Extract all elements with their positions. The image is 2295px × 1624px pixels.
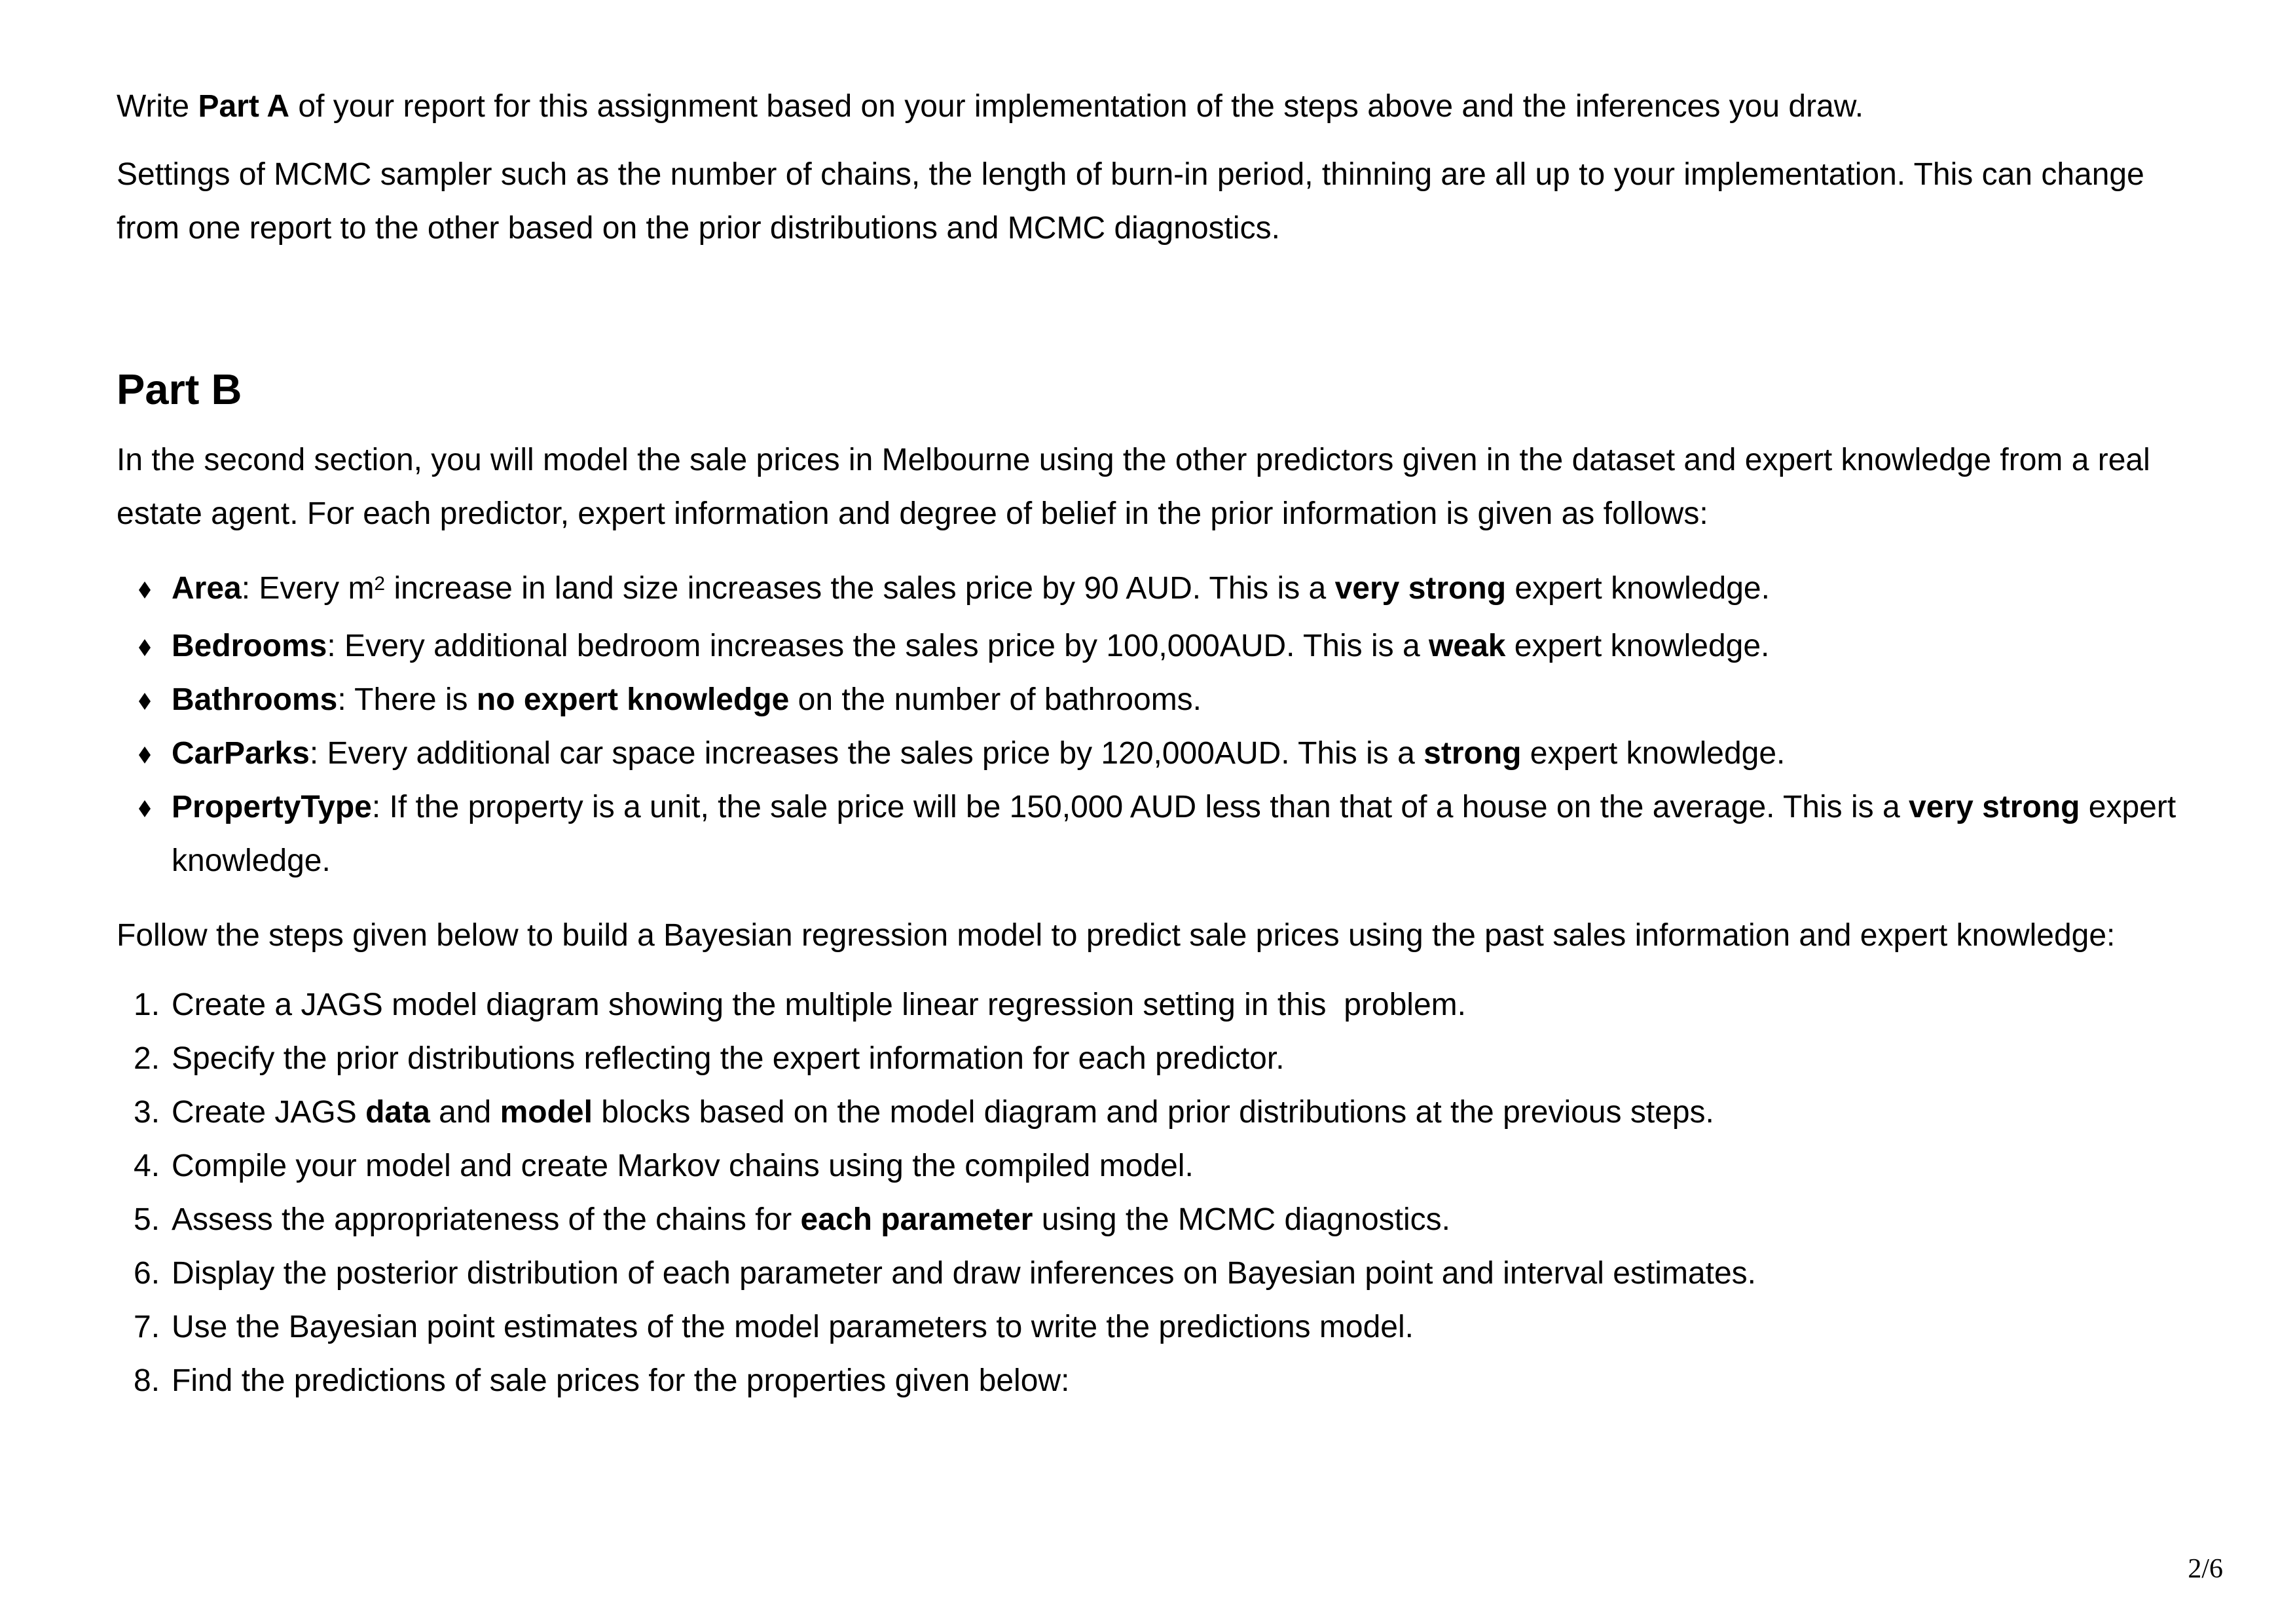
bullet-diamond-icon bbox=[139, 747, 151, 764]
step-number: 6. bbox=[134, 1256, 160, 1291]
bullet-diamond-icon bbox=[139, 693, 151, 710]
step-item-7 bbox=[117, 1301, 2187, 1354]
step-item-8 bbox=[117, 1354, 2187, 1408]
step-item-3 bbox=[117, 1086, 2187, 1139]
steps-list bbox=[117, 978, 2187, 1408]
paragraph-partb-intro: In the second section, you will model the sale prices in Melbourne using the other predictors given in the dataset and expert knowledge from a real estate agent. For each predictor, expert information and degree of belief in the prior information is given as follows: bbox=[117, 443, 2159, 531]
step-item-6 bbox=[117, 1247, 2187, 1301]
bullet-item-bedrooms bbox=[117, 619, 2187, 673]
bullet-item-bathrooms bbox=[117, 673, 2187, 727]
step-item-5 bbox=[117, 1193, 2187, 1247]
bullet-item-area bbox=[117, 562, 2187, 619]
paragraph-follow-steps: Follow the steps given below to build a Bayesian regression model to predict sale prices using the past sales information and expert knowledge: bbox=[117, 918, 2116, 953]
step-number: 4. bbox=[134, 1149, 160, 1183]
bullet-marker bbox=[117, 562, 172, 619]
step-number: 5. bbox=[134, 1202, 160, 1237]
bullet-diamond-icon bbox=[139, 800, 151, 817]
step-number: 3. bbox=[134, 1095, 160, 1130]
bullet-text: CarParks: Every additional car space increases the sales price by 120,000AUD. This is a strong expert knowledge. bbox=[172, 736, 1786, 771]
paragraph-intro-1: Write Part A of your report for this assignment based on your implementation of the steps above and the inferences you draw. bbox=[117, 89, 1864, 124]
step-text: Create a JAGS model diagram showing the multiple linear regression setting in this problem. bbox=[172, 987, 1466, 1022]
step-item-4 bbox=[117, 1139, 2187, 1193]
step-item-1 bbox=[117, 978, 2187, 1032]
step-text: Find the predictions of sale prices for the properties given below: bbox=[172, 1363, 1070, 1398]
step-text: Specify the prior distributions reflecting the expert information for each predictor. bbox=[172, 1041, 1285, 1076]
paragraph-intro-2: Settings of MCMC sampler such as the number of chains, the length of burn-in period, thinning are all up to your implementation. This can change from one report to the other based on the prior distributions and MCMC diagnostics. bbox=[117, 157, 2154, 246]
bullet-marker bbox=[117, 619, 172, 673]
step-text: Compile your model and create Markov chains using the compiled model. bbox=[172, 1149, 1194, 1183]
bullet-text: Area: Every $m^2$ increase in land size increases the sales price by 90 AUD. This is a very strong expert knowledge. bbox=[172, 571, 1770, 606]
section-heading-part-b: Part B bbox=[117, 365, 242, 413]
step-number: 8. bbox=[134, 1363, 160, 1398]
step-number: 7. bbox=[134, 1310, 160, 1344]
step-text: Assess the appropriateness of the chains for each parameter using the MCMC diagnostics. bbox=[172, 1202, 1451, 1237]
bullet-text: PropertyType: If the property is a unit, the sale price will be 150,000 AUD less than that of a house on the average. This is a very strong expert knowledge. bbox=[172, 790, 2185, 878]
bullet-marker bbox=[117, 781, 172, 888]
bullet-item-propertytype bbox=[117, 781, 2187, 888]
bullet-text: Bathrooms: There is no expert knowledge on the number of bathrooms. bbox=[172, 682, 1202, 717]
expert-knowledge-bullet-list bbox=[117, 562, 2187, 888]
step-number: 1. bbox=[134, 987, 160, 1022]
bullet-diamond-icon bbox=[139, 581, 151, 599]
bullet-text: Bedrooms: Every additional bedroom increases the sales price by 100,000AUD. This is a weak expert knowledge. bbox=[172, 629, 1770, 663]
bullet-marker bbox=[117, 727, 172, 781]
step-item-2 bbox=[117, 1032, 2187, 1086]
step-text: Display the posterior distribution of each parameter and draw inferences on Bayesian point and interval estimates. bbox=[172, 1256, 1756, 1291]
step-text: Create JAGS data and model blocks based on the model diagram and prior distributions at the previous steps. bbox=[172, 1095, 1714, 1130]
step-text: Use the Bayesian point estimates of the model parameters to write the predictions model. bbox=[172, 1310, 1414, 1344]
bullet-item-carparks bbox=[117, 727, 2187, 781]
bullet-diamond-icon bbox=[139, 639, 151, 656]
page-number: 2/6 bbox=[2188, 1554, 2223, 1584]
bullet-marker bbox=[117, 673, 172, 727]
step-number: 2. bbox=[134, 1041, 160, 1076]
